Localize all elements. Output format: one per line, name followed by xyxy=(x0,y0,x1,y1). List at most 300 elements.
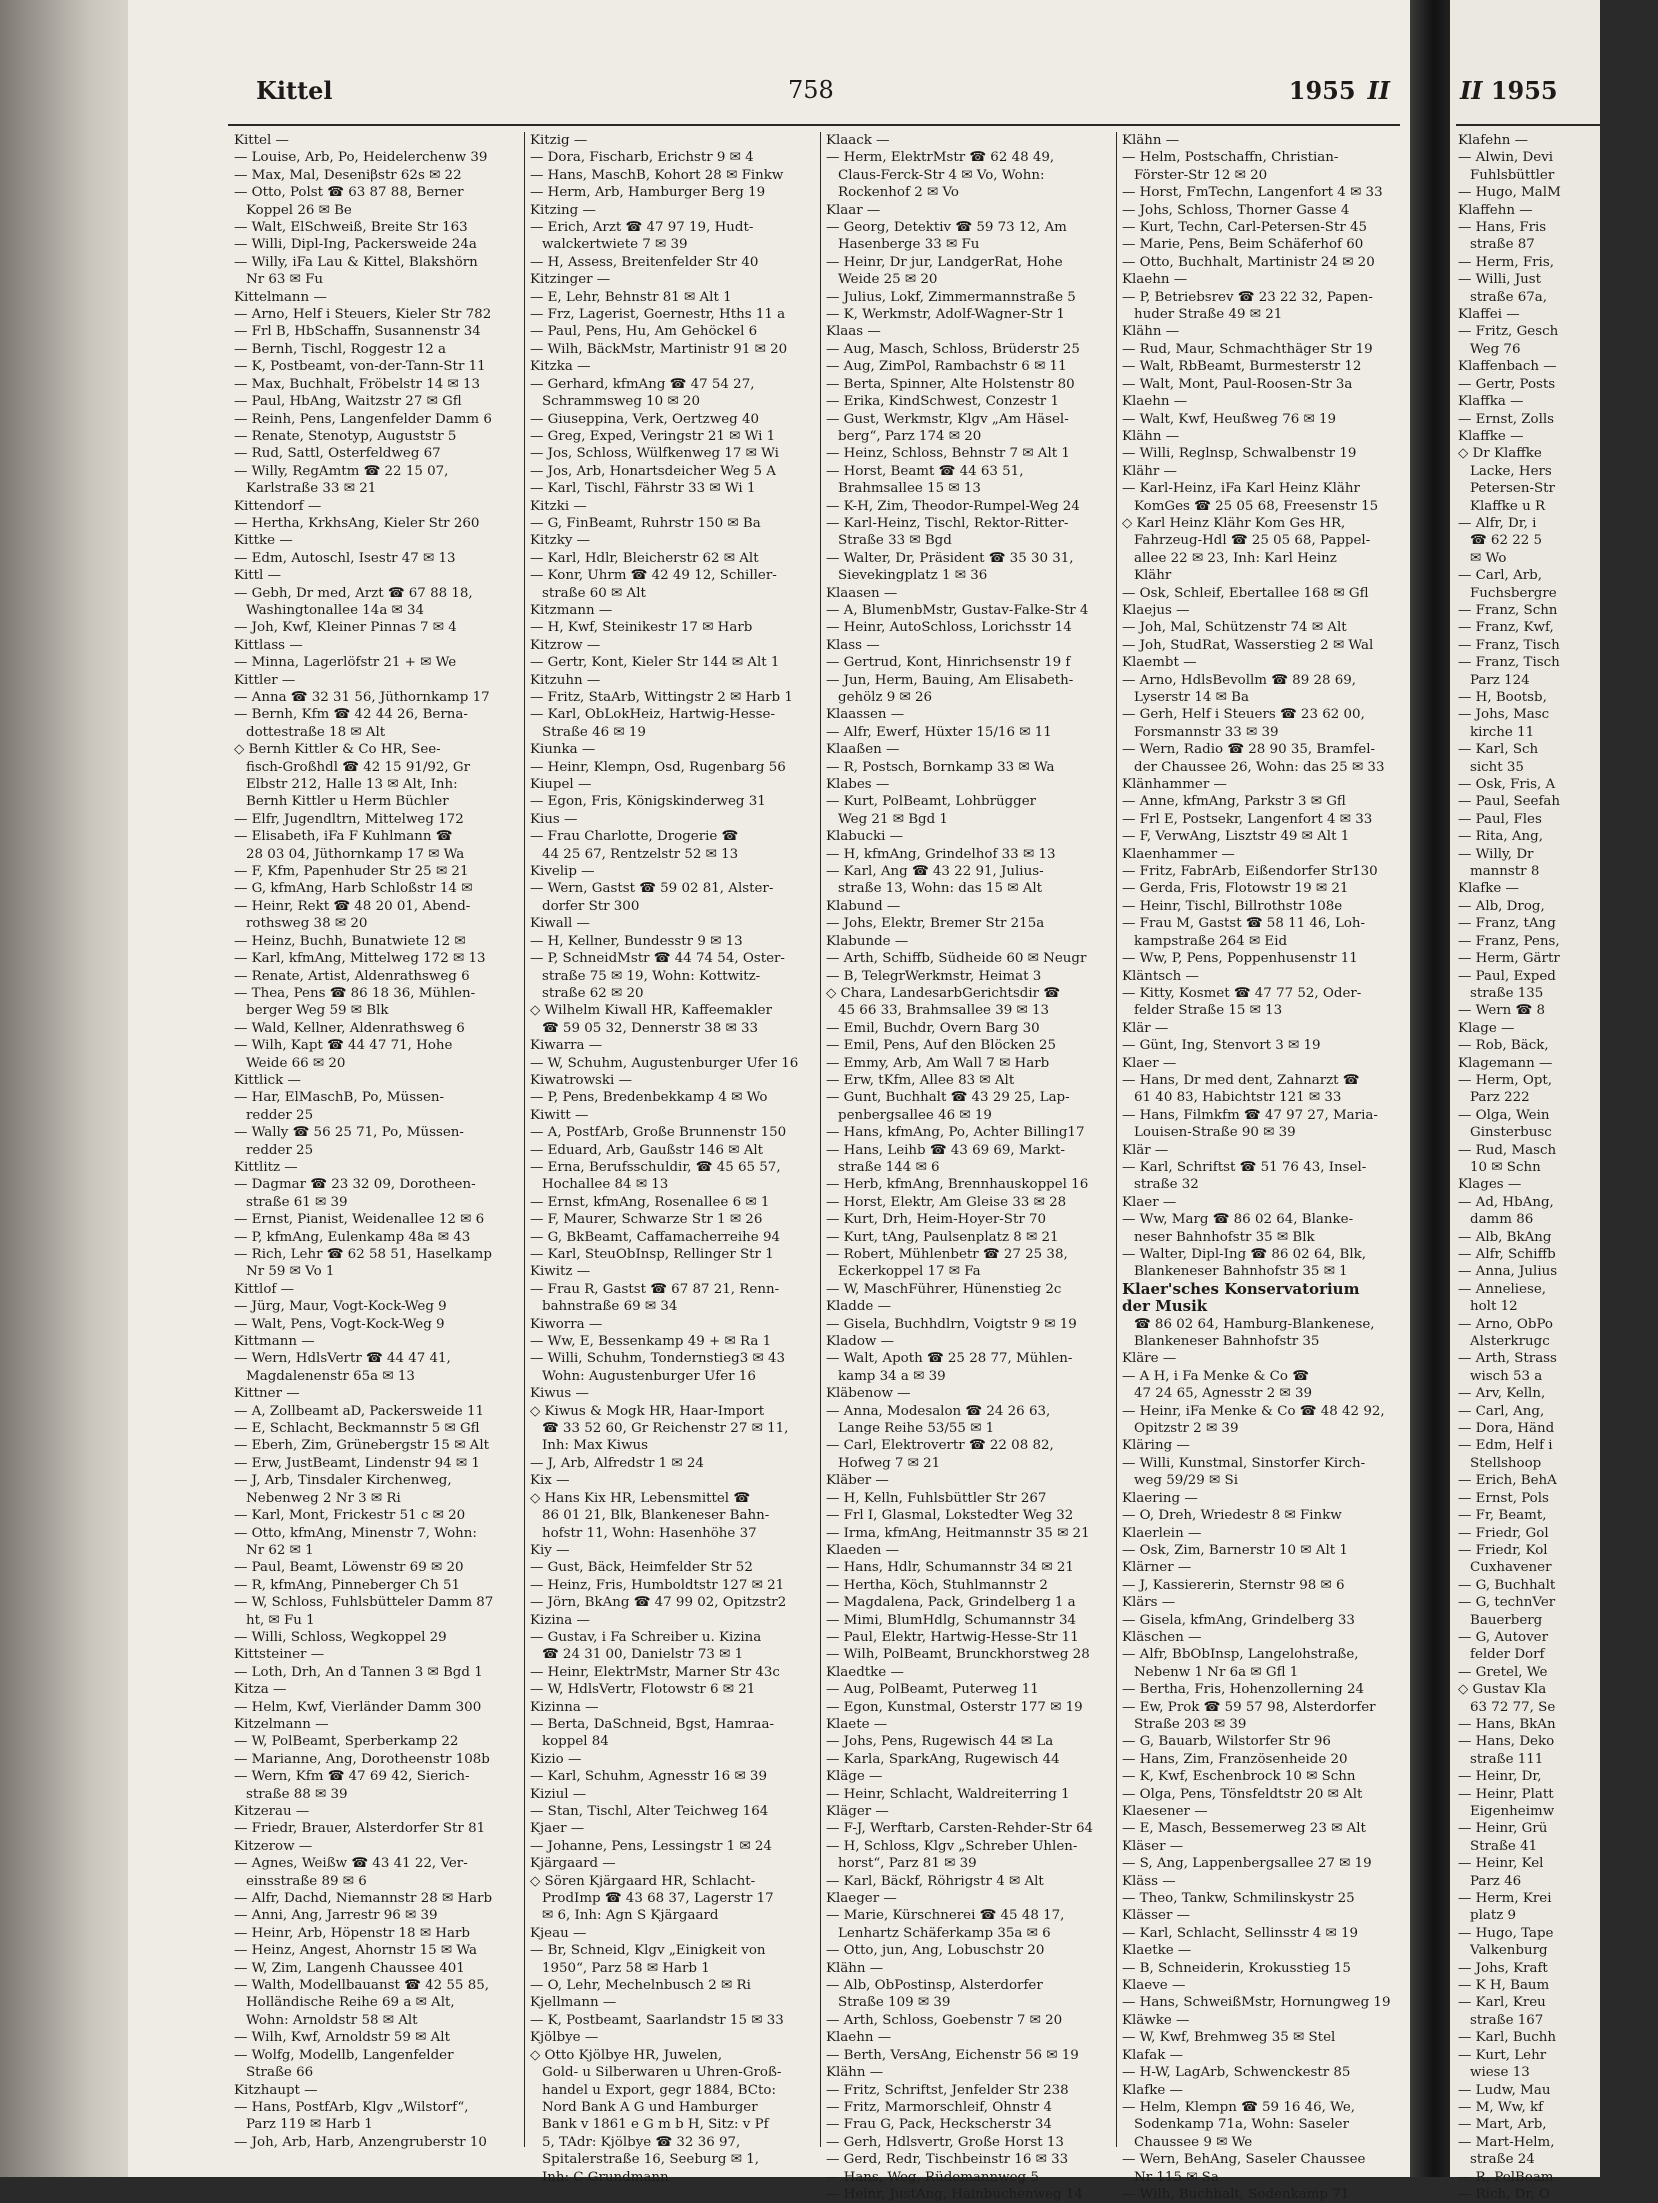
directory-entry: Klähn — xyxy=(1122,324,1180,340)
directory-entry: ☎ 59 05 32, Dennerstr 38 ✉ 33 xyxy=(542,1020,759,1036)
directory-entry: — Heinr, Klempn, Osd, Rugenbarg 56 xyxy=(530,759,786,775)
directory-entry: — A H, i Fa Menke & Co ☎ xyxy=(1122,1368,1309,1384)
directory-entry: — Minna, Lagerlöfstr 21 + ✉ We xyxy=(234,655,457,671)
directory-entry: — Walter, Dr, Präsident ☎ 35 30 31, xyxy=(826,550,1074,566)
directory-entry: Klaeve — xyxy=(1122,1978,1186,1994)
directory-entry: Brahmsallee 15 ✉ 13 xyxy=(838,481,981,497)
directory-entry: — Gustav, i Fa Schreiber u. Kizina xyxy=(530,1629,762,1645)
directory-entry: Kiunka — xyxy=(530,742,596,758)
directory-entry: ◇ Wilhelm Kiwall HR, Kaffeemakler xyxy=(530,1003,773,1019)
directory-entry: Sievekingplatz 1 ✉ 36 xyxy=(838,568,988,584)
next-page-column xyxy=(1458,132,1658,2203)
next-page-entry: — Franz, Tisch xyxy=(1458,637,1560,653)
directory-entry: — H, Schloss, Klgv „Schreber Uhlen- xyxy=(826,1838,1078,1854)
directory-entry: — Walt, Mont, Paul-Roosen-Str 3a xyxy=(1122,376,1353,392)
next-page-header xyxy=(1460,76,1558,105)
directory-entry: — E, Lehr, Behnstr 81 ✉ Alt 1 xyxy=(530,289,732,305)
next-page-entry: straße 167 xyxy=(1470,2012,1544,2028)
directory-entry: Eckerkoppel 17 ✉ Fa xyxy=(838,1264,981,1280)
directory-entry: berg“, Parz 174 ✉ 20 xyxy=(838,428,982,444)
directory-entry: — Karl, Schriftst ☎ 51 76 43, Insel- xyxy=(1122,1159,1367,1175)
directory-entry: — Loth, Drh, An d Tannen 3 ✉ Bgd 1 xyxy=(234,1664,483,1680)
next-page-entry: — Karl, Kreu xyxy=(1458,1995,1546,2011)
directory-entry: Kladde — xyxy=(826,1299,891,1315)
next-page-entry: — Olga, Wein xyxy=(1458,1107,1550,1123)
directory-entry: einsstraße 89 ✉ 6 xyxy=(246,1873,367,1889)
next-page-entry: — Heinr, Kel xyxy=(1458,1856,1544,1872)
directory-entry: — Gisela, kfmAng, Grindelberg 33 xyxy=(1122,1612,1355,1628)
directory-entry: — Kurt, Techn, Carl-Petersen-Str 45 xyxy=(1122,220,1368,236)
directory-entry: Klaer — xyxy=(1122,1055,1177,1071)
next-page-entry: Straße 41 xyxy=(1470,1838,1538,1854)
directory-entry: — Aug, PolBeamt, Puterweg 11 xyxy=(826,1682,1039,1698)
next-page-entry: — Alfr, Schiffb xyxy=(1458,1247,1556,1262)
directory-entry: — W, HdlsVertr, Flotowstr 6 ✉ 21 xyxy=(530,1682,756,1698)
next-page-entry: holt 12 xyxy=(1470,1299,1518,1315)
next-page-entry: — Fr, Beamt, xyxy=(1458,1508,1547,1524)
directory-entry: handel u Export, gegr 1884, BCto: xyxy=(542,2082,777,2098)
directory-entry: — Wilh, BäckMstr, Martinistr 91 ✉ 20 xyxy=(530,341,788,357)
directory-entry: — Alb, ObPostinsp, Alsterdorfer xyxy=(826,1978,1043,1994)
directory-entry: Parz 119 ✉ Harb 1 xyxy=(246,2117,373,2133)
next-page-entry: 10 ✉ Schn xyxy=(1470,1159,1541,1175)
directory-entry: — Osk, Schleif, Ebertallee 168 ✉ Gfl xyxy=(1122,585,1369,601)
next-page-entry: — Friedr, Gol xyxy=(1458,1525,1549,1541)
directory-entry: Klaehn — xyxy=(826,2030,892,2046)
next-page-entry: — Heinr, Dr, xyxy=(1458,1769,1542,1785)
next-page-rule xyxy=(1456,124,1600,126)
next-page-entry: — Willy, Dr xyxy=(1458,846,1534,862)
directory-entry: Klaer — xyxy=(1122,1194,1177,1210)
next-page-entry: ☎ 62 22 5 xyxy=(1470,533,1543,549)
directory-entry: — Dagmar ☎ 23 32 09, Dorotheen- xyxy=(234,1177,476,1193)
directory-entry: — Bernh, Tischl, Roggestr 12 a xyxy=(234,341,446,357)
directory-entry: straße 61 ✉ 39 xyxy=(246,1194,348,1210)
directory-entry: — Har, ElMaschB, Po, Müssen- xyxy=(234,1090,445,1106)
directory-entry: Kiwatrowski — xyxy=(530,1072,632,1088)
directory-entry: Elbstr 212, Halle 13 ✉ Alt, Inh: xyxy=(246,777,458,793)
directory-entry: — Frau M, Gastst ☎ 58 11 46, Loh- xyxy=(1122,916,1366,932)
directory-entry: — R, Postsch, Bornkamp 33 ✉ Wa xyxy=(826,759,1055,775)
directory-entry: Weide 66 ✉ 20 xyxy=(246,1055,346,1071)
directory-entry: Kittelmann — xyxy=(234,289,327,305)
directory-entry: Kix — xyxy=(530,1473,570,1489)
directory-entry: — Marie, Pens, Beim Schäferhof 60 xyxy=(1122,237,1364,253)
directory-entry: — Willi, Schuhm, Tondernstieg3 ✉ 43 xyxy=(530,1351,785,1367)
next-page-entry: Lacke, Hers xyxy=(1470,463,1552,479)
next-page-entry: straße 67a, xyxy=(1470,289,1548,305)
directory-entry: der Chaussee 26, Wohn: das 25 ✉ 33 xyxy=(1134,759,1385,775)
directory-entry: Kläwke — xyxy=(1122,2012,1190,2028)
next-page-entry: — Franz, Tisch xyxy=(1458,655,1560,671)
directory-entry: — Berta, DaSchneid, Bgst, Hamraa- xyxy=(530,1716,775,1732)
directory-entry: — Georg, Detektiv ☎ 59 73 12, Am xyxy=(826,220,1067,236)
next-page-entry: — Johs, Masc xyxy=(1458,707,1550,723)
next-page-entry: — Hans, Deko xyxy=(1458,1734,1555,1750)
directory-entry: Klaeden — xyxy=(826,1542,899,1558)
next-page-entry: Klage — xyxy=(1458,1020,1515,1036)
next-page-entry: — Heinr, Grü xyxy=(1458,1821,1548,1837)
directory-entry: Kizinna — xyxy=(530,1699,599,1715)
directory-entry: Klaering — xyxy=(1122,1490,1198,1506)
directory-entry: Klaehn — xyxy=(1122,394,1188,410)
directory-entry: — Gunt, Buchhalt ☎ 43 29 25, Lap- xyxy=(826,1090,1070,1106)
directory-entry: — Julius, Lokf, Zimmermannstraße 5 xyxy=(826,289,1076,305)
directory-entry: — G, kfmAng, Harb Schloßstr 14 ✉ xyxy=(234,881,473,897)
directory-entry: — Renate, Artist, Aldenrathsweg 6 xyxy=(234,968,470,984)
next-page-entry: felder Dorf xyxy=(1470,1647,1545,1663)
directory-entry: — Otto, jun, Ang, Lobuschstr 20 xyxy=(826,1943,1045,1959)
directory-entry: — Willi, Dipl-Ing, Packersweide 24a xyxy=(234,237,477,253)
next-page-entry: — Franz, Kwf, xyxy=(1458,620,1554,636)
directory-entry: bahnstraße 69 ✉ 34 xyxy=(542,1299,678,1315)
directory-entry: Klaembt — xyxy=(1122,655,1197,671)
directory-entry: Kittl — xyxy=(234,568,281,584)
directory-entry: walckertwiete 7 ✉ 39 xyxy=(542,237,688,253)
directory-entry: gehölz 9 ✉ 26 xyxy=(838,690,933,705)
directory-entry: Kiwall — xyxy=(530,916,590,932)
directory-entry: Kivelip — xyxy=(530,864,595,880)
directory-entry: Kittlass — xyxy=(234,637,303,653)
directory-entry: 44 25 67, Rentzelstr 52 ✉ 13 xyxy=(542,846,739,862)
directory-entry: — Rich, Lehr ☎ 62 58 51, Haselkamp xyxy=(234,1247,492,1262)
next-page-entry: — R, PolBeam xyxy=(1458,2169,1554,2185)
directory-entry: Nr 62 ✉ 1 xyxy=(246,1542,314,1558)
next-page-entry: — Mart-Helm, xyxy=(1458,2134,1555,2150)
directory-entry: — Wilh, Buchhalt, Sodenkamp 71 xyxy=(1122,2186,1350,2202)
next-page-entry: — Alb, Drog, xyxy=(1458,898,1545,914)
directory-entry: — Aug, Masch, Schloss, Brüderstr 25 xyxy=(826,341,1080,357)
next-page-entry: — Hans, Fris xyxy=(1458,220,1547,236)
directory-entry: — Jürg, Maur, Vogt-Kock-Weg 9 xyxy=(234,1299,447,1315)
directory-entry: Klaerlein — xyxy=(1122,1525,1202,1541)
directory-entry: — Irma, kfmAng, Heitmannstr 35 ✉ 21 xyxy=(826,1525,1090,1541)
directory-entry: Weide 25 ✉ 20 xyxy=(838,272,938,288)
next-page-entry: — Friedr, Kol xyxy=(1458,1542,1548,1558)
directory-entry: — Louise, Arb, Po, Heidelerchenw 39 xyxy=(234,150,488,166)
directory-entry: — B, Schneiderin, Krokusstieg 15 xyxy=(1122,1960,1351,1976)
directory-entry: Kitzerow — xyxy=(234,1838,313,1854)
directory-entry: — Willi, Kunstmal, Sinstorfer Kirch- xyxy=(1122,1455,1366,1471)
directory-entry: Kläntsch — xyxy=(1122,968,1199,984)
next-page-entry: ✉ Wo xyxy=(1470,550,1507,566)
directory-entry: Inh: C Grundmann xyxy=(542,2169,669,2185)
directory-entry: — Friedr, Brauer, Alsterdorfer Str 81 xyxy=(234,1821,486,1837)
next-page-entry: 63 72 77, Se xyxy=(1470,1699,1556,1715)
directory-entry: Kitzelmann — xyxy=(234,1716,329,1732)
next-page-entry: wiese 13 xyxy=(1470,2065,1530,2081)
directory-entry: — E, Masch, Bessemerweg 23 ✉ Alt xyxy=(1122,1821,1366,1837)
directory-entry: 61 40 83, Habichtstr 121 ✉ 33 xyxy=(1134,1090,1342,1106)
directory-entry: Lange Reihe 53/55 ✉ 1 xyxy=(838,1421,995,1437)
directory-entry: Schrammsweg 10 ✉ 20 xyxy=(542,394,700,410)
next-page-entry: Klaffei — xyxy=(1458,307,1520,323)
directory-entry: — Otto, kfmAng, Minenstr 7, Wohn: xyxy=(234,1525,477,1541)
next-page-entry: — M, Ww, kf xyxy=(1458,2099,1544,2115)
directory-entry: — Frl E, Postsekr, Langenfort 4 ✉ 33 xyxy=(1122,811,1373,827)
directory-entry: — Konr, Uhrm ☎ 42 49 12, Schiller- xyxy=(530,568,777,584)
header-rule xyxy=(228,124,1400,126)
next-page-entry: — Hugo, MalM xyxy=(1458,185,1561,201)
directory-entry: — Carl, Elektrovertr ☎ 22 08 82, xyxy=(826,1438,1054,1454)
directory-entry: Kiupel — xyxy=(530,777,592,793)
directory-entry: — Frl B, HbSchaffn, Susannenstr 34 xyxy=(234,324,481,340)
next-page-entry: — Franz, Pens, xyxy=(1458,933,1560,949)
directory-entry: — Ww, Marg ☎ 86 02 64, Blanke- xyxy=(1122,1212,1354,1228)
directory-entry: Chaussee 9 ✉ We xyxy=(1134,2134,1253,2150)
directory-entry: — Max, Buchhalt, Fröbelstr 14 ✉ 13 xyxy=(234,376,481,392)
directory-entry: Klaasen — xyxy=(826,585,898,601)
directory-entry: 45 66 33, Brahmsallee 39 ✉ 13 xyxy=(838,1003,1050,1019)
directory-entry: Klär — xyxy=(1122,1020,1169,1036)
directory-entry: Klärs — xyxy=(1122,1595,1176,1611)
directory-entry: Nr 115 ✉ Sa xyxy=(1134,2169,1219,2185)
directory-entry: — Rud, Maur, Schmachthäger Str 19 xyxy=(1122,341,1373,357)
directory-entry: — Magdalena, Pack, Grindelberg 1 a xyxy=(826,1595,1076,1611)
directory-entry: Blankeneser Bahnhofstr 35 ✉ 1 xyxy=(1134,1264,1348,1280)
directory-entry: Klaete — xyxy=(826,1716,888,1732)
directory-entry: Klaetke — xyxy=(1122,1943,1192,1959)
directory-entry: — Giuseppina, Verk, Oertzweg 40 xyxy=(530,411,759,427)
directory-entry: — Eduard, Arb, Gaußstr 146 ✉ Alt xyxy=(530,1142,764,1158)
directory-entry: — F, Kfm, Papenhuder Str 25 ✉ 21 xyxy=(234,864,469,880)
directory-entry: — Otto, Buchhalt, Martinistr 24 ✉ 20 xyxy=(1122,254,1375,270)
next-page-entry: straße 111 xyxy=(1470,1751,1544,1767)
directory-entry: 47 24 65, Agnesstr 2 ✉ 39 xyxy=(1134,1386,1313,1402)
directory-entry: — Anna ☎ 32 31 56, Jüthornkamp 17 xyxy=(234,690,490,705)
directory-entry: Kitzhaupt — xyxy=(234,2082,318,2098)
directory-entry: ◇ Bernh Kittler & Co HR, See- xyxy=(234,742,441,758)
directory-entry: Fahrzeug-Hdl ☎ 25 05 68, Pappel- xyxy=(1134,533,1371,549)
next-page-entry: Ginsterbusc xyxy=(1470,1125,1552,1141)
directory-entry: — K, Werkmstr, Adolf-Wagner-Str 1 xyxy=(826,307,1065,323)
directory-entry: Bank v 1861 e G m b H, Sitz: v Pf xyxy=(542,2117,769,2133)
directory-entry: — Wern, Gastst ☎ 59 02 81, Alster- xyxy=(530,881,774,897)
next-page-entry: — Carl, Ang, xyxy=(1458,1403,1545,1419)
directory-entry: Gold- u Silberwaren u Uhren-Groß- xyxy=(542,2065,782,2081)
directory-page xyxy=(128,0,1410,2202)
directory-entry: Kiworra — xyxy=(530,1316,603,1332)
directory-entry: — Robert, Mühlenbetr ☎ 27 25 38, xyxy=(826,1247,1068,1262)
next-page-entry: Stellshoop xyxy=(1470,1455,1542,1471)
directory-entry: Straße 33 ✉ Bgd xyxy=(838,533,952,549)
next-page-entry: — Franz, tAng xyxy=(1458,916,1556,932)
directory-entry: — F, Maurer, Schwarze Str 1 ✉ 26 xyxy=(530,1212,763,1228)
directory-entry: — Heinz, Schloss, Behnstr 7 ✉ Alt 1 xyxy=(826,446,1070,462)
directory-entry: — Walt, Apoth ☎ 25 28 77, Mühlen- xyxy=(826,1351,1073,1367)
directory-entry: — Jos, Arb, Honartsdeicher Weg 5 A xyxy=(530,463,776,479)
next-page-fragment xyxy=(1450,0,1600,2202)
directory-entry: — Gerhard, kfmAng ☎ 47 54 27, xyxy=(530,376,755,392)
next-page-entry: ◇ Gustav Kla xyxy=(1458,1682,1547,1698)
directory-entry: Sodenkamp 71a, Wohn: Saseler xyxy=(1134,2117,1350,2133)
directory-entry: — Emil, Pens, Auf den Blöcken 25 xyxy=(826,1038,1057,1054)
directory-entry: Klafke — xyxy=(1122,2082,1183,2098)
directory-entry: straße 60 ✉ Alt xyxy=(542,585,646,601)
next-page-entry: — H, Bootsb, xyxy=(1458,690,1547,705)
next-page-entry: — Paul, Fles xyxy=(1458,811,1542,827)
directory-entry: Weg 21 ✉ Bgd 1 xyxy=(838,811,948,827)
next-page-entry: — Wern ☎ 8 xyxy=(1458,1003,1545,1019)
page-number: 758 xyxy=(788,76,834,104)
next-page-entry: — Osk, Fris, A xyxy=(1458,777,1556,793)
directory-entry: Opitzstr 2 ✉ 39 xyxy=(1134,1421,1239,1437)
directory-entry: Straße 203 ✉ 39 xyxy=(1134,1716,1247,1732)
directory-entry: — Mimi, BlumHdlg, Schumannstr 34 xyxy=(826,1612,1076,1628)
directory-entry: — Erw, tKfm, Allee 83 ✉ Alt xyxy=(826,1072,1015,1088)
directory-entry: — Kurt, Drh, Heim-Hoyer-Str 70 xyxy=(826,1212,1047,1228)
directory-entry: — Wern, BehAng, Saseler Chaussee xyxy=(1122,2152,1366,2168)
directory-entry: Straße 66 xyxy=(246,2065,314,2081)
directory-entry: Kius — xyxy=(530,811,578,827)
directory-entry: ◇ Sören Kjärgaard HR, Schlacht- xyxy=(530,1873,756,1889)
directory-entry: Kläre — xyxy=(1122,1351,1177,1367)
directory-entry: — K, Postbeamt, von-der-Tann-Str 11 xyxy=(234,359,486,375)
directory-entry: — F, VerwAng, Lisztstr 49 ✉ Alt 1 xyxy=(1122,829,1350,845)
next-page-entry: — Rud, Masch xyxy=(1458,1142,1557,1158)
directory-entry: — Theo, Tankw, Schmilinskystr 25 xyxy=(1122,1891,1355,1907)
directory-entry: Kittlick — xyxy=(234,1072,301,1088)
next-page-entry: Klages — xyxy=(1458,1177,1522,1193)
directory-entry: — Willi, Reglnsp, Schwalbenstr 19 xyxy=(1122,446,1357,462)
directory-entry: ProdImp ☎ 43 68 37, Lagerstr 17 xyxy=(542,1891,774,1907)
next-page-entry: damm 86 xyxy=(1470,1212,1534,1228)
directory-entry: — Frau G, Pack, Heckscherstr 34 xyxy=(826,2117,1052,2133)
next-page-entry: Alsterkrugc xyxy=(1470,1334,1550,1350)
directory-entry: — Fritz, StaArb, Wittingstr 2 ✉ Harb 1 xyxy=(530,690,793,705)
directory-entry: — Reinh, Pens, Langenfelder Damm 6 xyxy=(234,411,492,427)
next-page-entry: — Alfr, Dr, i xyxy=(1458,515,1537,531)
directory-entry: Lenhartz Schäferkamp 35a ✉ 6 xyxy=(838,1925,1051,1941)
directory-entry: — Frz, Lagerist, Goernestr, Hths 11 a xyxy=(530,307,786,323)
next-page-entry: Eigenheimw xyxy=(1470,1804,1555,1819)
directory-entry: ◇ Chara, LandesarbGerichtsdir ☎ xyxy=(826,985,1061,1001)
directory-entry: — H, Kelln, Fuhlsbüttler Str 267 xyxy=(826,1490,1047,1506)
directory-entry: — W, PolBeamt, Sperberkamp 22 xyxy=(234,1734,459,1750)
directory-entry: Kitzerau — xyxy=(234,1804,310,1819)
directory-entry: — Hans, Weg, Rüdemannweg 5 xyxy=(826,2169,1039,2185)
directory-entry: dorfer Str 300 xyxy=(542,898,640,914)
directory-entry: — J, Kassiererin, Sternstr 98 ✉ 6 xyxy=(1122,1577,1345,1593)
directory-entry: Forsmannstr 33 ✉ 39 xyxy=(1134,724,1279,740)
directory-entry: — Hans, Zim, Französenheide 20 xyxy=(1122,1751,1348,1767)
column-1 xyxy=(234,132,520,2150)
next-page-entry: — Herm, Gärtr xyxy=(1458,951,1560,967)
directory-entry: Rockenhof 2 ✉ Vo xyxy=(838,185,959,201)
next-page-entry: kirche 11 xyxy=(1470,724,1535,740)
next-page-entry: Cuxhavener xyxy=(1470,1560,1552,1576)
next-page-entry: Valkenburg xyxy=(1470,1943,1548,1959)
directory-entry: — Walt, ElSchweiß, Breite Str 163 xyxy=(234,220,468,236)
directory-entry: Holländische Reihe 69 a ✉ Alt, xyxy=(246,1995,455,2011)
next-page-year: 1955 xyxy=(1490,76,1558,105)
directory-entry: — W, Schloss, Fuhlsbütteler Damm 87 xyxy=(234,1595,494,1611)
directory-entry: — Karl, Ang ☎ 43 22 91, Julius- xyxy=(826,864,1044,880)
next-page-entry: wisch 53 a xyxy=(1470,1368,1543,1384)
directory-entry: Kittlitz — xyxy=(234,1159,298,1175)
directory-entry: Hochallee 84 ✉ 13 xyxy=(542,1177,669,1193)
directory-entry: Klähn — xyxy=(826,1960,884,1976)
next-page-entry: — Alb, BkAng xyxy=(1458,1229,1552,1245)
directory-entry: — Heinr, JustAng, Hainbuchenweg 14 xyxy=(826,2186,1083,2202)
directory-entry: Kläss — xyxy=(1122,1873,1176,1889)
directory-entry: Klabunde — xyxy=(826,933,909,949)
directory-entry: Lyserstr 14 ✉ Ba xyxy=(1134,690,1249,705)
directory-entry: Kitzky — xyxy=(530,533,591,549)
directory-entry: 86 01 21, Blk, Blankeneser Bahn- xyxy=(542,1508,770,1524)
directory-entry: Kjölbye — xyxy=(530,2030,599,2046)
directory-entry: — Karl, Mont, Frickestr 51 c ✉ 20 xyxy=(234,1508,466,1524)
directory-entry: Louisen-Straße 90 ✉ 39 xyxy=(1134,1125,1296,1141)
directory-entry: ht, ✉ Fu 1 xyxy=(246,1612,315,1628)
directory-entry: — Berth, VersAng, Eichenstr 56 ✉ 19 xyxy=(826,2047,1079,2063)
directory-entry: — Herm, Arb, Hamburger Berg 19 xyxy=(530,185,766,201)
next-page-entry: Klafke — xyxy=(1458,881,1519,897)
directory-entry: — Horst, Elektr, Am Gleise 33 ✉ 28 xyxy=(826,1194,1067,1210)
next-page-entry: Parz 222 xyxy=(1470,1090,1530,1106)
directory-entry: Wohn: Arnoldstr 58 ✉ Alt xyxy=(246,2012,418,2028)
directory-entry: — Walter, Dipl-Ing ☎ 86 02 64, Blk, xyxy=(1122,1247,1366,1262)
directory-entry: — Heinz, Fris, Humboldtstr 127 ✉ 21 xyxy=(530,1577,785,1593)
directory-entry: — Alfr, Dachd, Niemannstr 28 ✉ Harb xyxy=(234,1891,493,1907)
next-page-entry: — Karl, Sch xyxy=(1458,742,1539,758)
directory-entry: — Horst, Beamt ☎ 44 63 51, xyxy=(826,463,1024,479)
directory-entry: — Walt, Kwf, Heußweg 76 ✉ 19 xyxy=(1122,411,1337,427)
directory-entry: — Paul, Beamt, Löwenstr 69 ✉ 20 xyxy=(234,1560,464,1576)
directory-entry: — Stan, Tischl, Alter Teichweg 164 xyxy=(530,1804,769,1819)
directory-entry: — Gertrud, Kont, Hinrichsenstr 19 f xyxy=(826,655,1071,671)
directory-entry: Kiwitt — xyxy=(530,1107,589,1123)
directory-entry: — Johanne, Pens, Lessingstr 1 ✉ 24 xyxy=(530,1838,772,1854)
directory-entry: — J, Arb, Alfredstr 1 ✉ 24 xyxy=(530,1455,704,1471)
next-page-entry: — Paul, Seefah xyxy=(1458,794,1561,810)
directory-entry: Klaenhammer — xyxy=(1122,846,1235,862)
next-page-entry: mannstr 8 xyxy=(1470,864,1540,880)
scan-left-edge xyxy=(0,0,128,2177)
directory-entry: — Br, Schneid, Klgv „Einigkeit von xyxy=(530,1943,766,1959)
next-page-entry: — Franz, Schn xyxy=(1458,602,1558,618)
directory-entry: Klabucki — xyxy=(826,829,904,845)
directory-entry: — Heinr, ElektrMstr, Marner Str 43c xyxy=(530,1664,780,1680)
directory-columns xyxy=(228,132,1400,2202)
directory-entry: — A, BlumenbMstr, Gustav-Falke-Str 4 xyxy=(826,602,1089,618)
directory-entry: — Karl, Tischl, Fährstr 33 ✉ Wi 1 xyxy=(530,481,756,497)
directory-entry: — Karl, Bäckf, Röhrigstr 4 ✉ Alt xyxy=(826,1873,1044,1889)
directory-entry: — Arno, Helf i Steuers, Kieler Str 782 xyxy=(234,307,492,323)
directory-entry: — Marie, Kürschnerei ☎ 45 48 17, xyxy=(826,1908,1065,1924)
directory-entry: Karlstraße 33 ✉ 21 xyxy=(246,481,377,497)
directory-entry: Kjaer — xyxy=(530,1821,585,1837)
directory-entry: — Karl, kfmAng, Mittelweg 172 ✉ 13 xyxy=(234,951,486,967)
directory-entry: — Willy, iFa Lau & Kittel, Blakshörn xyxy=(234,254,478,270)
directory-entry: — Günt, Ing, Stenvort 3 ✉ 19 xyxy=(1122,1038,1321,1054)
column-3 xyxy=(826,132,1112,2202)
directory-entry: — Helm, Postschaffn, Christian- xyxy=(1122,150,1339,166)
directory-entry: — Hans, Leihb ☎ 43 69 69, Markt- xyxy=(826,1142,1066,1158)
directory-entry: Kizina — xyxy=(530,1612,590,1628)
next-page-entry: — Kurt, Lehr xyxy=(1458,2047,1547,2063)
next-page-entry: — Edm, Helf i xyxy=(1458,1438,1553,1454)
directory-entry: Kläschen — xyxy=(1122,1629,1202,1645)
directory-entry: — H, Kwf, Steinikestr 17 ✉ Harb xyxy=(530,620,753,636)
directory-entry: Klafak — xyxy=(1122,2047,1183,2063)
next-page-entry: — Gertr, Posts xyxy=(1458,376,1556,392)
directory-entry: ◇ Hans Kix HR, Lebensmittel ☎ xyxy=(530,1490,751,1506)
directory-entry: — Hans, kfmAng, Po, Achter Billing17 xyxy=(826,1125,1085,1141)
directory-entry: Inh: Max Kiwus xyxy=(542,1438,649,1454)
directory-entry: Kittler — xyxy=(234,672,296,688)
next-page-entry: — Rich, Dr, O xyxy=(1458,2186,1550,2202)
